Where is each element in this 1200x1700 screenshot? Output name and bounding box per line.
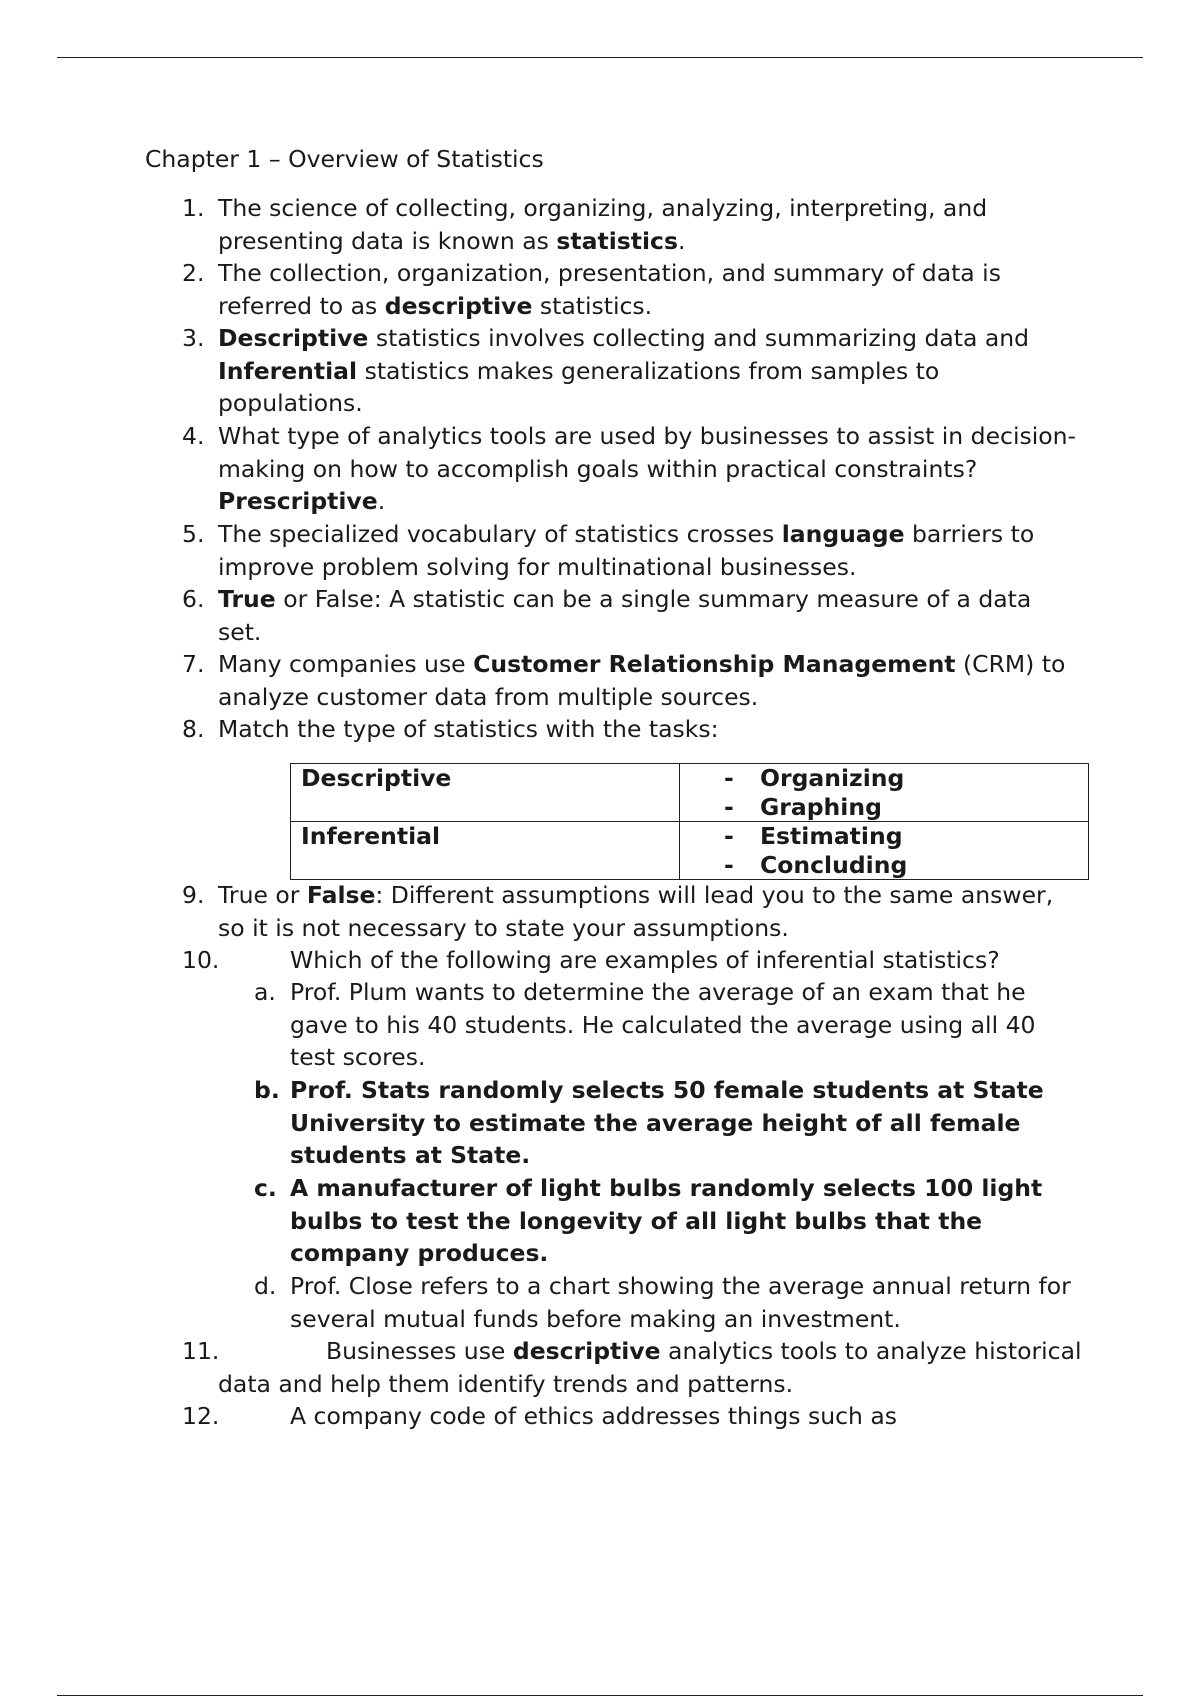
answer: Customer Relationship Management xyxy=(473,650,956,678)
task-item: - Graphing xyxy=(724,793,1078,822)
option-letter: b. xyxy=(254,1076,280,1104)
question-text: The collection, organization, presentation, and summary of data is referred to as descriptive statistics. xyxy=(218,259,1001,320)
question-2 xyxy=(182,257,1082,322)
question-number: 1. xyxy=(182,194,205,222)
question-text: True or False: A statistic can be a single summary measure of a data set. xyxy=(218,585,1032,646)
question-12 xyxy=(182,1400,1082,1433)
question-text: Businesses use descriptive analytics tools to analyze historical data and help them identify trends and patterns. xyxy=(218,1337,1082,1398)
question-number: 9. xyxy=(182,881,205,909)
option-b xyxy=(254,1074,1084,1172)
answer: descriptive xyxy=(512,1337,661,1365)
task-list xyxy=(680,764,1089,822)
question-4 xyxy=(182,420,1082,518)
match-table xyxy=(290,763,1089,880)
answer: Prescriptive xyxy=(218,487,378,515)
question-11 xyxy=(182,1335,1082,1400)
statistics-type: Inferential xyxy=(291,822,680,880)
answer: False xyxy=(306,881,376,909)
question-1 xyxy=(182,192,1082,257)
answer: True xyxy=(218,585,276,613)
answer: Descriptive xyxy=(218,324,369,352)
question-number: 5. xyxy=(182,520,205,548)
option-text: Prof. Plum wants to determine the average of an exam that he gave to his 40 students. He calculated the average using all 40 test scores. xyxy=(290,978,1036,1071)
question-number: 11. xyxy=(182,1337,220,1365)
question-10 xyxy=(182,944,1082,977)
option-letter: d. xyxy=(254,1272,277,1300)
question-text: Many companies use Customer Relationship Management (CRM) to analyze customer data from multiple sources. xyxy=(218,650,1066,711)
answer: descriptive xyxy=(384,291,533,320)
option-text: A manufacturer of light bulbs randomly selects 100 light bulbs to test the longevity of all light bulbs that the company produces. xyxy=(290,1174,1043,1267)
question-7 xyxy=(182,648,1082,713)
question-number: 10. xyxy=(182,946,220,974)
question-text: True or False: Different assumptions will lead you to the same answer, so it is not necessary to state your assumptions. xyxy=(218,881,1054,942)
option-letter: c. xyxy=(254,1174,277,1202)
question-text: What type of analytics tools are used by businesses to assist in decision-making on how to accomplish goals within practical constraints? Prescriptive. xyxy=(218,422,1077,515)
option-letter: a. xyxy=(254,978,276,1006)
question-text: The specialized vocabulary of statistics crosses language barriers to improve problem solving for multinational businesses. xyxy=(218,520,1035,581)
statistics-type: Descriptive xyxy=(291,764,680,822)
question-text: Which of the following are examples of inferential statistics? xyxy=(290,946,1000,974)
task-list xyxy=(680,822,1089,880)
question-text: Descriptive statistics involves collecting and summarizing data and Inferential statistics makes generalizations from samples to populations. xyxy=(218,324,1030,417)
question-9 xyxy=(182,879,1082,944)
task-item: - Estimating xyxy=(724,822,1078,851)
question-number: 6. xyxy=(182,585,205,613)
table-row xyxy=(291,822,1089,880)
question-number: 7. xyxy=(182,650,205,678)
answer: Inferential xyxy=(218,356,358,385)
question-text: A company code of ethics addresses things such as xyxy=(290,1402,898,1430)
task-item: - Concluding xyxy=(724,851,1078,880)
question-number: 2. xyxy=(182,259,205,287)
chapter-title: Chapter 1 – Overview of Statistics xyxy=(145,145,544,173)
answer: language xyxy=(781,520,905,548)
question-text: Match the type of statistics with the tasks: xyxy=(218,715,719,743)
question-5 xyxy=(182,518,1082,583)
option-a xyxy=(254,976,1084,1074)
option-d xyxy=(254,1270,1084,1335)
answer: statistics xyxy=(556,226,678,255)
table-row xyxy=(291,764,1089,822)
header-rule xyxy=(57,57,1143,58)
question-3 xyxy=(182,322,1082,420)
question-number: 3. xyxy=(182,324,205,352)
question-8 xyxy=(182,713,1082,746)
task-item: - Organizing xyxy=(724,764,1078,793)
option-text: Prof. Close refers to a chart showing the average annual return for several mutual funds before making an investment. xyxy=(290,1272,1071,1333)
question-number: 12. xyxy=(182,1402,220,1430)
question-number: 8. xyxy=(182,715,205,743)
question-6 xyxy=(182,583,1082,648)
question-text: The science of collecting, organizing, analyzing, interpreting, and presenting data is known as statistics. xyxy=(218,194,988,255)
option-text: Prof. Stats randomly selects 50 female students at State University to estimate the average height of all female students at State. xyxy=(290,1076,1044,1169)
question-number: 4. xyxy=(182,422,205,450)
option-c xyxy=(254,1172,1084,1270)
footer-rule xyxy=(57,1695,1143,1696)
